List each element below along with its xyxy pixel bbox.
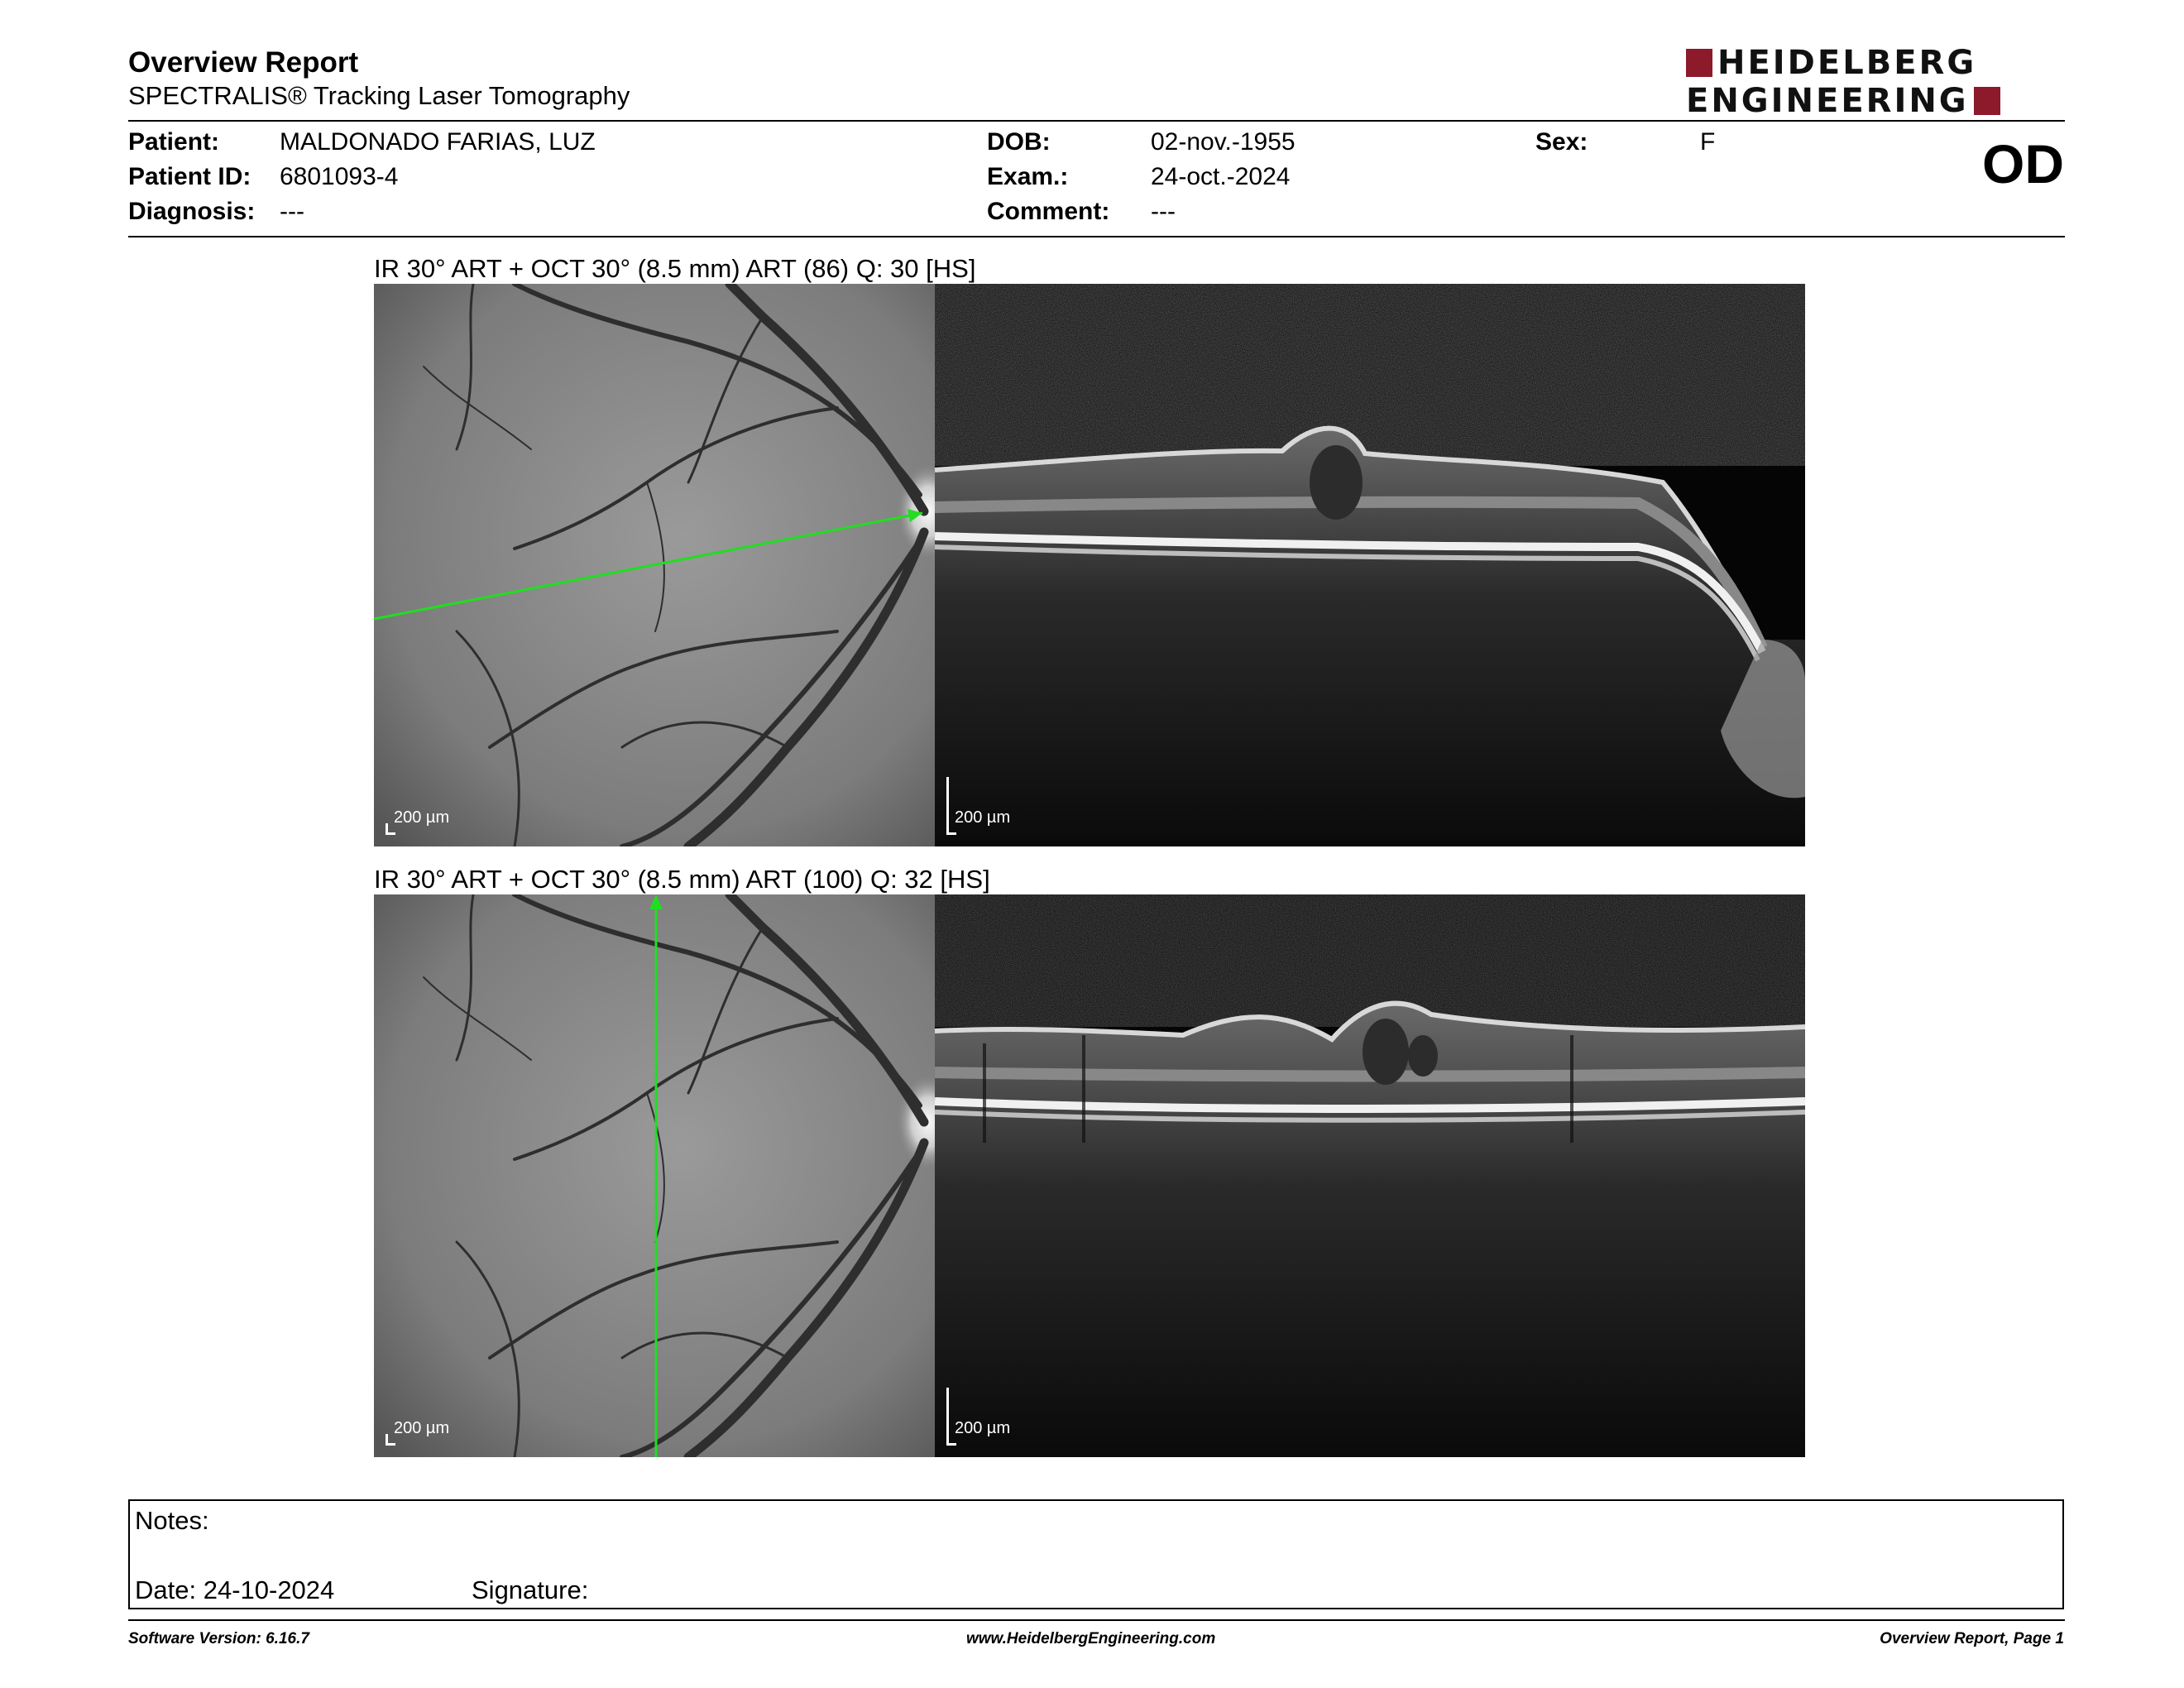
exam-value: 24-oct.-2024 xyxy=(1151,163,1291,190)
dob-value: 02-nov.-1955 xyxy=(1151,128,1296,156)
notes-box[interactable] xyxy=(128,1499,2064,1609)
patient-id-value: 6801093-4 xyxy=(280,163,399,190)
eye-laterality: OD xyxy=(1982,133,2064,194)
patient-name: MALDONADO FARIAS, LUZ xyxy=(280,128,596,156)
logo-square-icon xyxy=(1686,49,1712,77)
header-divider xyxy=(128,120,2065,122)
scale-bar-icon xyxy=(946,1388,949,1446)
comment-value: --- xyxy=(1151,198,1176,225)
scan-1-caption: IR 30° ART + OCT 30° (8.5 mm) ART (86) Q: 30 [HS] xyxy=(374,254,976,283)
heidelberg-logo xyxy=(1686,44,2062,120)
oct-bscan-svg xyxy=(935,284,1805,846)
diagnosis-value: --- xyxy=(280,198,304,225)
footer-divider xyxy=(128,1619,2065,1621)
logo-line2: ENGINEERING xyxy=(1686,82,1969,120)
scan-1-oct-bscan-image[interactable] xyxy=(935,284,1805,846)
scan-2-oct-bscan-image[interactable] xyxy=(935,894,1805,1457)
logo-square-icon xyxy=(1974,87,2000,115)
sex-label: Sex: xyxy=(1535,128,1588,156)
software-version: Software Version: 6.16.7 xyxy=(128,1630,309,1647)
scan-2-oct-scale-label: 200 µm xyxy=(955,1419,1011,1437)
scale-bar-icon xyxy=(946,777,949,835)
website-link[interactable]: www.HeidelbergEngineering.com xyxy=(966,1630,1216,1647)
exam-label: Exam.: xyxy=(987,163,1069,190)
report-title: Overview Report xyxy=(128,46,359,79)
date-text: Date: 24-10-2024 xyxy=(135,1575,335,1604)
logo-line1: HEIDELBERG xyxy=(1717,44,1977,82)
page-number: Overview Report, Page 1 xyxy=(1880,1630,2064,1647)
scan-1-ir-fundus-image[interactable] xyxy=(374,284,935,846)
signature-label: Signature: xyxy=(472,1575,589,1604)
fundus-image-svg xyxy=(374,284,935,846)
patient-id-label: Patient ID: xyxy=(128,163,251,190)
scan-1-oct-scale-label: 200 µm xyxy=(955,808,1011,827)
patient-info-divider xyxy=(128,236,2065,237)
report-subtitle: SPECTRALIS® Tracking Laser Tomography xyxy=(128,81,630,110)
comment-label: Comment: xyxy=(987,198,1110,225)
diagnosis-label: Diagnosis: xyxy=(128,198,256,225)
patient-label: Patient: xyxy=(128,128,220,156)
fundus-image-svg xyxy=(374,894,935,1457)
scan-2-ir-fundus-image[interactable] xyxy=(374,894,935,1457)
oct-bscan-svg xyxy=(935,894,1805,1457)
notes-label: Notes: xyxy=(135,1506,209,1535)
scan-2-ir-scale-label: 200 µm xyxy=(394,1419,450,1437)
sex-value: F xyxy=(1700,128,1716,156)
dob-label: DOB: xyxy=(987,128,1051,156)
scan-2-caption: IR 30° ART + OCT 30° (8.5 mm) ART (100) Q: 32 [HS] xyxy=(374,865,990,894)
scan-1-ir-scale-label: 200 µm xyxy=(394,808,450,827)
